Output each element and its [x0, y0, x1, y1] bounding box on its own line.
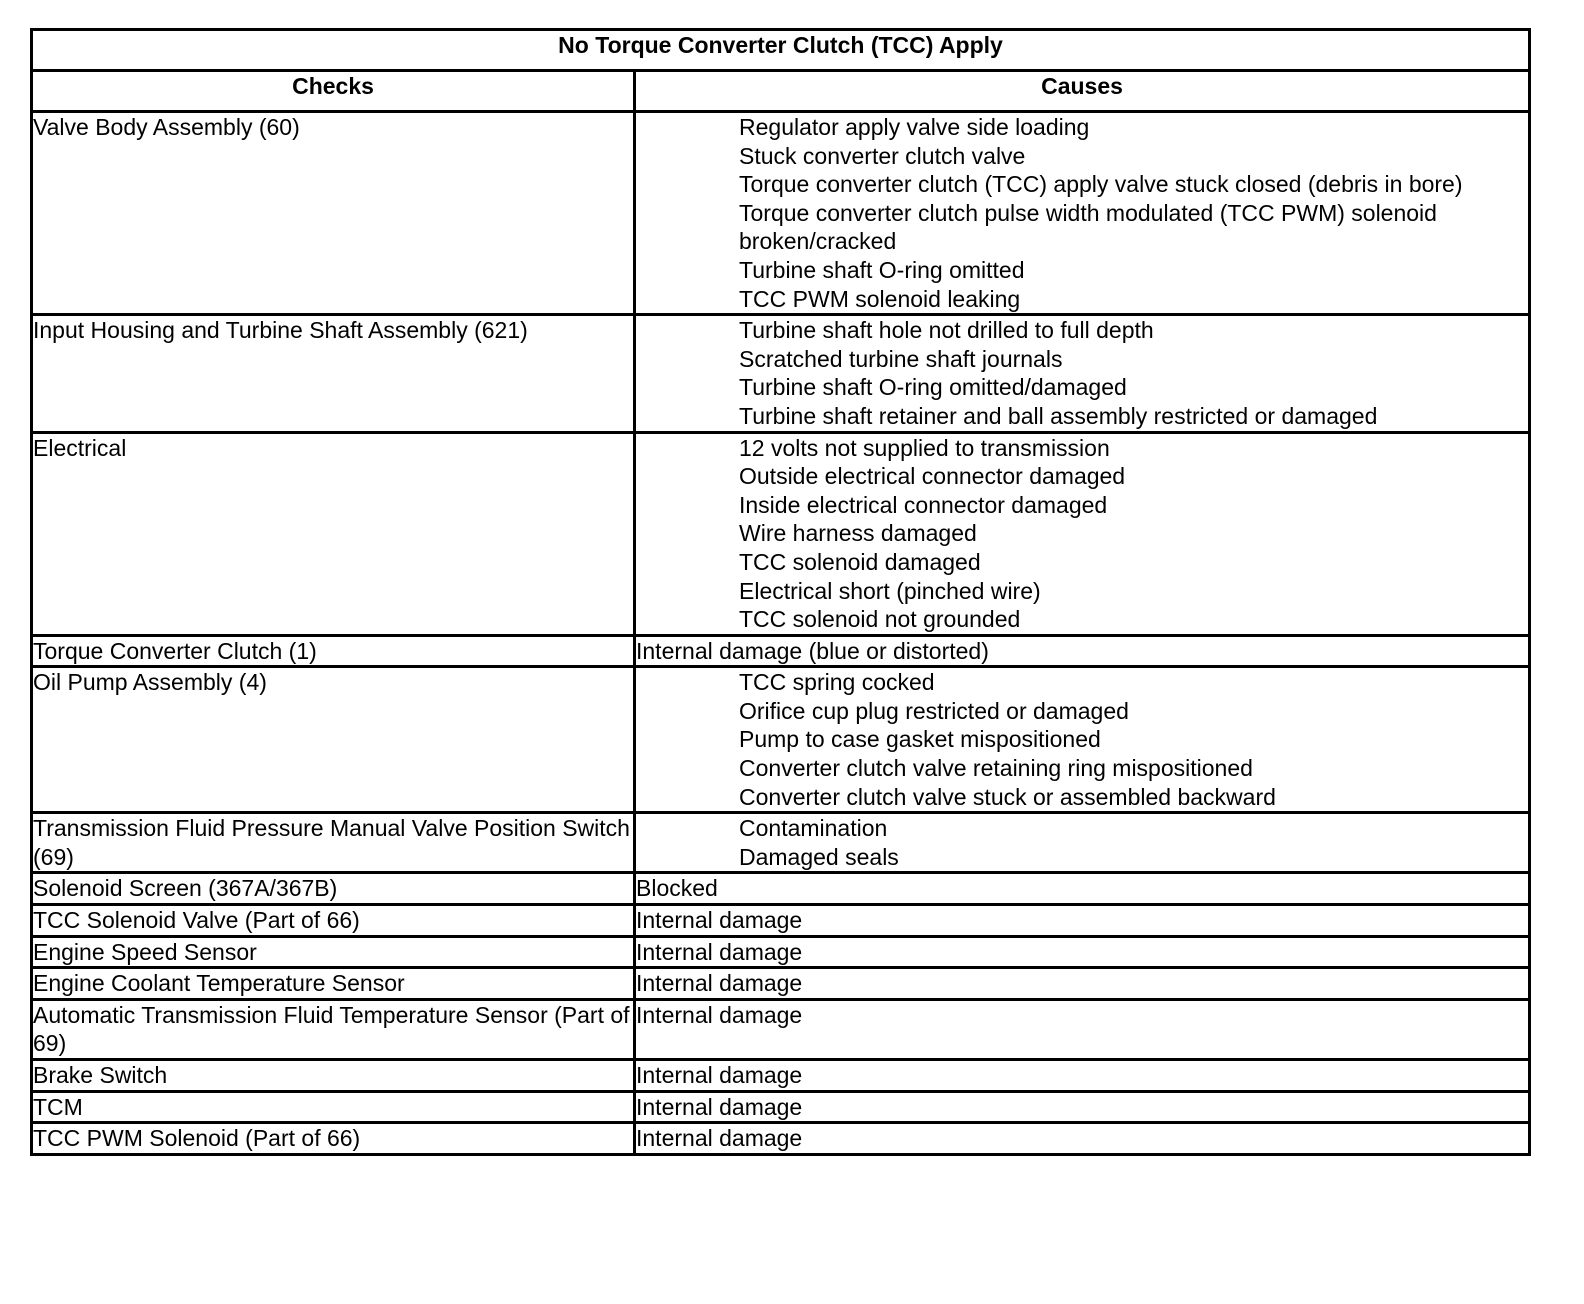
table-row	[32, 432, 1530, 635]
cause-item: Pump to case gasket mispositioned	[739, 726, 1101, 753]
check-cell: Automatic Transmission Fluid Temperature Sensor (Part of 69)	[32, 999, 635, 1059]
table-row	[32, 667, 1530, 813]
table-row	[32, 315, 1530, 432]
table-row	[32, 968, 1530, 1000]
cause-item: Torque converter clutch pulse width modulated (TCC PWM) solenoid broken/cracked	[739, 199, 1437, 255]
cause-item: 12 volts not supplied to transmission	[739, 434, 1110, 461]
table-row	[32, 635, 1530, 667]
check-cell: TCC Solenoid Valve (Part of 66)	[32, 905, 635, 937]
check-cell: Oil Pump Assembly (4)	[32, 667, 635, 813]
diagnosis-table	[30, 28, 1531, 1156]
cause-item: Turbine shaft hole not drilled to full depth	[739, 317, 1154, 344]
causes-cell	[635, 1123, 1530, 1155]
cause-item: Internal damage	[636, 907, 803, 934]
cause-item: Contamination	[739, 815, 888, 842]
check-cell: Torque Converter Clutch (1)	[32, 635, 635, 667]
causes-cell	[635, 1060, 1530, 1092]
table-row	[32, 1091, 1530, 1123]
checks-column-header: Checks	[32, 71, 635, 112]
causes-cell	[635, 999, 1530, 1059]
check-cell: Brake Switch	[32, 1060, 635, 1092]
cause-item: TCC solenoid damaged	[739, 548, 981, 575]
cause-item: Turbine shaft O-ring omitted	[739, 256, 1025, 283]
title-row	[32, 30, 1530, 71]
cause-item: Regulator apply valve side loading	[739, 114, 1090, 140]
table-row	[32, 1060, 1530, 1092]
cause-item: Internal damage	[636, 1093, 803, 1120]
cause-item: Internal damage	[636, 1001, 803, 1028]
cause-item: Internal damage	[636, 1125, 803, 1152]
cause-item: Wire harness damaged	[739, 520, 977, 547]
cause-item: Orifice cup plug restricted or damaged	[739, 697, 1129, 724]
cause-item: Internal damage	[636, 1062, 803, 1088]
table-body	[32, 112, 1530, 1155]
cause-item: Electrical short (pinched wire)	[739, 577, 1041, 604]
causes-cell	[635, 635, 1530, 667]
causes-cell	[635, 1091, 1530, 1123]
cause-item: TCC spring cocked	[739, 669, 935, 696]
cause-item: Inside electrical connector damaged	[739, 491, 1108, 518]
table-title: No Torque Converter Clutch (TCC) Apply	[32, 30, 1530, 71]
table-row	[32, 999, 1530, 1059]
causes-cell	[635, 315, 1530, 432]
cause-item: Converter clutch valve stuck or assembled backward	[739, 783, 1276, 810]
check-cell: Engine Speed Sensor	[32, 936, 635, 968]
causes-cell	[635, 112, 1530, 315]
cause-item: Converter clutch valve retaining ring mispositioned	[739, 755, 1253, 782]
check-cell: Engine Coolant Temperature Sensor	[32, 968, 635, 1000]
causes-column-header: Causes	[635, 71, 1530, 112]
check-cell: TCC PWM Solenoid (Part of 66)	[32, 1123, 635, 1155]
cause-item: Turbine shaft retainer and ball assembly restricted or damaged	[739, 402, 1378, 429]
table-row	[32, 936, 1530, 968]
causes-cell	[635, 667, 1530, 813]
check-cell: Transmission Fluid Pressure Manual Valve Position Switch (69)	[32, 813, 635, 873]
check-cell: Valve Body Assembly (60)	[32, 112, 635, 315]
check-cell: TCM	[32, 1091, 635, 1123]
cause-item: Scratched turbine shaft journals	[739, 345, 1063, 372]
cause-item: Internal damage	[636, 970, 803, 997]
causes-cell	[635, 432, 1530, 635]
check-cell: Solenoid Screen (367A/367B)	[32, 873, 635, 905]
cause-item: Damaged seals	[739, 843, 899, 870]
table-row	[32, 873, 1530, 905]
causes-cell	[635, 873, 1530, 905]
check-cell: Input Housing and Turbine Shaft Assembly (621)	[32, 315, 635, 432]
table-row	[32, 813, 1530, 873]
cause-item: Blocked	[636, 875, 718, 902]
causes-cell	[635, 813, 1530, 873]
table-row	[32, 112, 1530, 315]
cause-item: Internal damage (blue or distorted)	[636, 637, 989, 664]
header-row	[32, 71, 1530, 112]
table-row	[32, 905, 1530, 937]
cause-item: Turbine shaft O-ring omitted/damaged	[739, 374, 1127, 401]
cause-item: TCC solenoid not grounded	[739, 606, 1021, 633]
cause-item: Stuck converter clutch valve	[739, 142, 1026, 169]
causes-cell	[635, 936, 1530, 968]
cause-item: TCC PWM solenoid leaking	[739, 285, 1021, 312]
causes-cell	[635, 968, 1530, 1000]
cause-item: Torque converter clutch (TCC) apply valve stuck closed (debris in bore)	[739, 171, 1463, 198]
check-cell: Electrical	[32, 432, 635, 635]
cause-item: Outside electrical connector damaged	[739, 463, 1126, 490]
table-row	[32, 1123, 1530, 1155]
causes-cell	[635, 905, 1530, 937]
cause-item: Internal damage	[636, 938, 803, 965]
